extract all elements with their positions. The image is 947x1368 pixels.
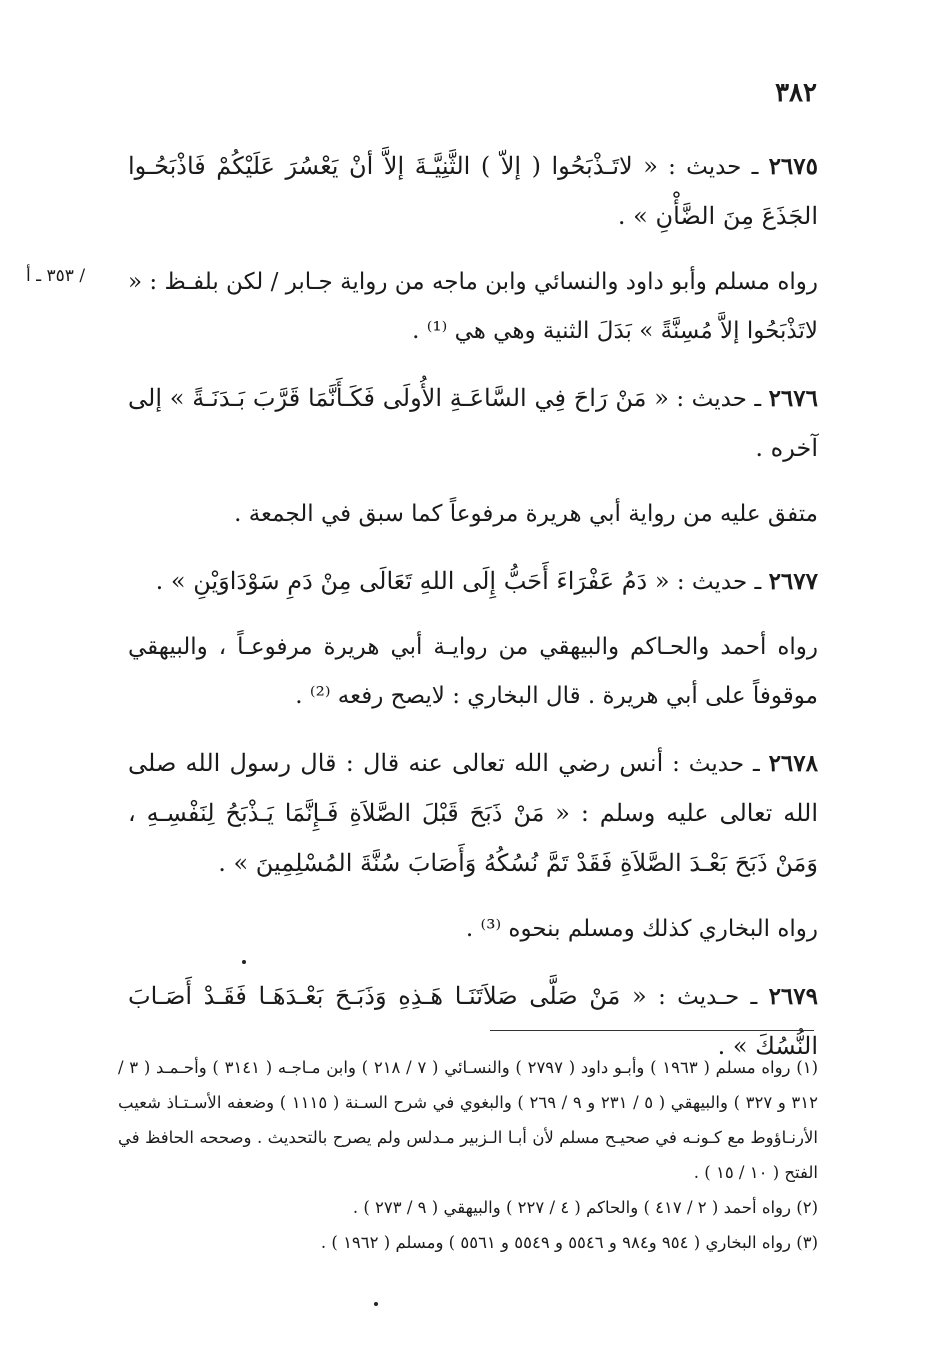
hadith-prefix: ـ حديث : xyxy=(657,154,769,180)
hadith-paragraph xyxy=(128,557,818,607)
footnotes xyxy=(118,1050,818,1260)
hadith-number: ٢٦٧٥ xyxy=(768,153,818,180)
hadith-text: « مَنْ رَاحَ فِي السَّاعَـةِ الأُولَى فَكَـأَنَّمَا قَرَّبَ بَـدَنَـةً » إلى آخره . xyxy=(128,384,818,462)
hadith-paragraph xyxy=(128,374,818,474)
hadith-number: ٢٦٧٦ xyxy=(768,385,818,412)
footnote-divider xyxy=(490,1030,814,1031)
hadith-number: ٢٦٧٨ xyxy=(768,750,818,777)
hadith-number: ٢٦٧٩ xyxy=(768,983,818,1010)
ink-dot xyxy=(374,1302,378,1306)
page-number: ٣٨٢ xyxy=(775,78,817,108)
hadith-prefix: ـ حـديث : xyxy=(646,984,769,1010)
hadith-number: ٢٦٧٧ xyxy=(768,568,818,595)
ink-dot xyxy=(242,960,246,964)
commentary-paragraph: رواه مسلم وأبو داود والنسائي وابن ماجه من رواية جـابر / لكن بلفـظ : « لاتَذْبَحُوا إلاَّ مُسِنَّةً » بَدَلَ الثنية وهي هي ⁽¹⁾ . xyxy=(128,269,818,344)
hadith-text: « مَنْ صَلَّى صَلاَتَنَـا هَـذِهِ وَذَبَـحَ بَعْـدَهَـا فَقَـدْ أَصَـابَ النُّسُكَ » . xyxy=(128,982,818,1060)
hadith-text: « لاتَـذْبَحُوا ( إلاّ ) الثَّنِيَّـةَ إلاَّ أنْ يَعْسُرَ عَلَيْكُمْ فَاذْبَحُـوا الجَذَعَ مِنَ الضَّأْنِ » . xyxy=(128,152,818,230)
body-text xyxy=(128,142,818,1088)
commentary-paragraph: رواه البخاري كذلك ومسلم بنحوه ⁽³⁾ . xyxy=(465,916,818,942)
hadith-text: « دَمُ عَفْرَاءَ أَحَبُّ إِلَى اللهِ تَعَالَى مِنْ دَمِ سَوْدَاوَيْنِ » . xyxy=(155,567,670,595)
hadith-paragraph xyxy=(128,739,818,889)
margin-note: / ٣٥٣ ـ أ xyxy=(26,266,86,286)
hadith-prefix: ـ حديث : xyxy=(663,751,769,777)
hadith-paragraph xyxy=(128,142,818,242)
footnote-2: (٢) رواه أحمد ( ٢ / ٤١٧ ) والحاكم ( ٤ / ٢٢٧ ) والبيهقي ( ٩ / ٢٧٣ ) . xyxy=(352,1198,818,1217)
hadith-prefix: ـ حديث : xyxy=(668,386,769,412)
hadith-text: أنس رضي الله تعالى عنه قال : قال رسول الله صلى الله تعالى عليه وسلم : « مَنْ ذَبَحَ قَبْلَ الصَّلاَةِ فَـإِنَّمَا يَـذْبَحُ لِنَفْسِـهِ ، وَمَنْ ذَبَحَ بَعْـدَ الصَّلاَةِ فَقَدْ تَمَّ نُسُكُهُ وَأَصَابَ سُنَّةَ المُسْلِمِينَ » . xyxy=(128,749,819,877)
hadith-prefix: ـ حديث : xyxy=(669,569,769,595)
commentary-paragraph: متفق عليه من رواية أبي هريرة مرفوعاً كما سبق في الجمعة . xyxy=(234,501,818,527)
footnote-3: (٣) رواه البخاري ( ٩٥٤ و٩٨٤ و ٥٥٤٦ و ٥٥٤٩ و ٥٥٦١ ) ومسلم ( ١٩٦٢ ) . xyxy=(320,1233,818,1252)
commentary-paragraph: رواه أحمد والحـاكم والبيهقي من روايـة أبي هريرة مرفوعـاً ، والبيهقي موقوفاً على أبي هريرة . قال البخاري : لايصح رفعه ⁽²⁾ . xyxy=(128,634,818,709)
footnote-1: (١) رواه مسلم ( ١٩٦٣ ) وأبـو داود ( ٢٧٩٧ ) والنسـائي ( ٧ / ٢١٨ ) وابن مـاجـه ( ٣١٤١ ) وأحـمـد ( ٣ / ٣١٢ و ٣٢٧ ) والبيهقي ( ٥ / ٢٣١ و ٩ / ٢٦٩ ) والبغوي في شرح السـنة ( ١١١٥ ) وضعفه الأسـتـاذ شعيب الأرنـاؤوط مع كـونـه في صحيـح مسلم لأن أبـا الـزبير مـدلس ولم يصرح بالتحديث . وصححه الحافظ في الفتح ( ١٠ / ١٥ ) . xyxy=(118,1058,818,1182)
